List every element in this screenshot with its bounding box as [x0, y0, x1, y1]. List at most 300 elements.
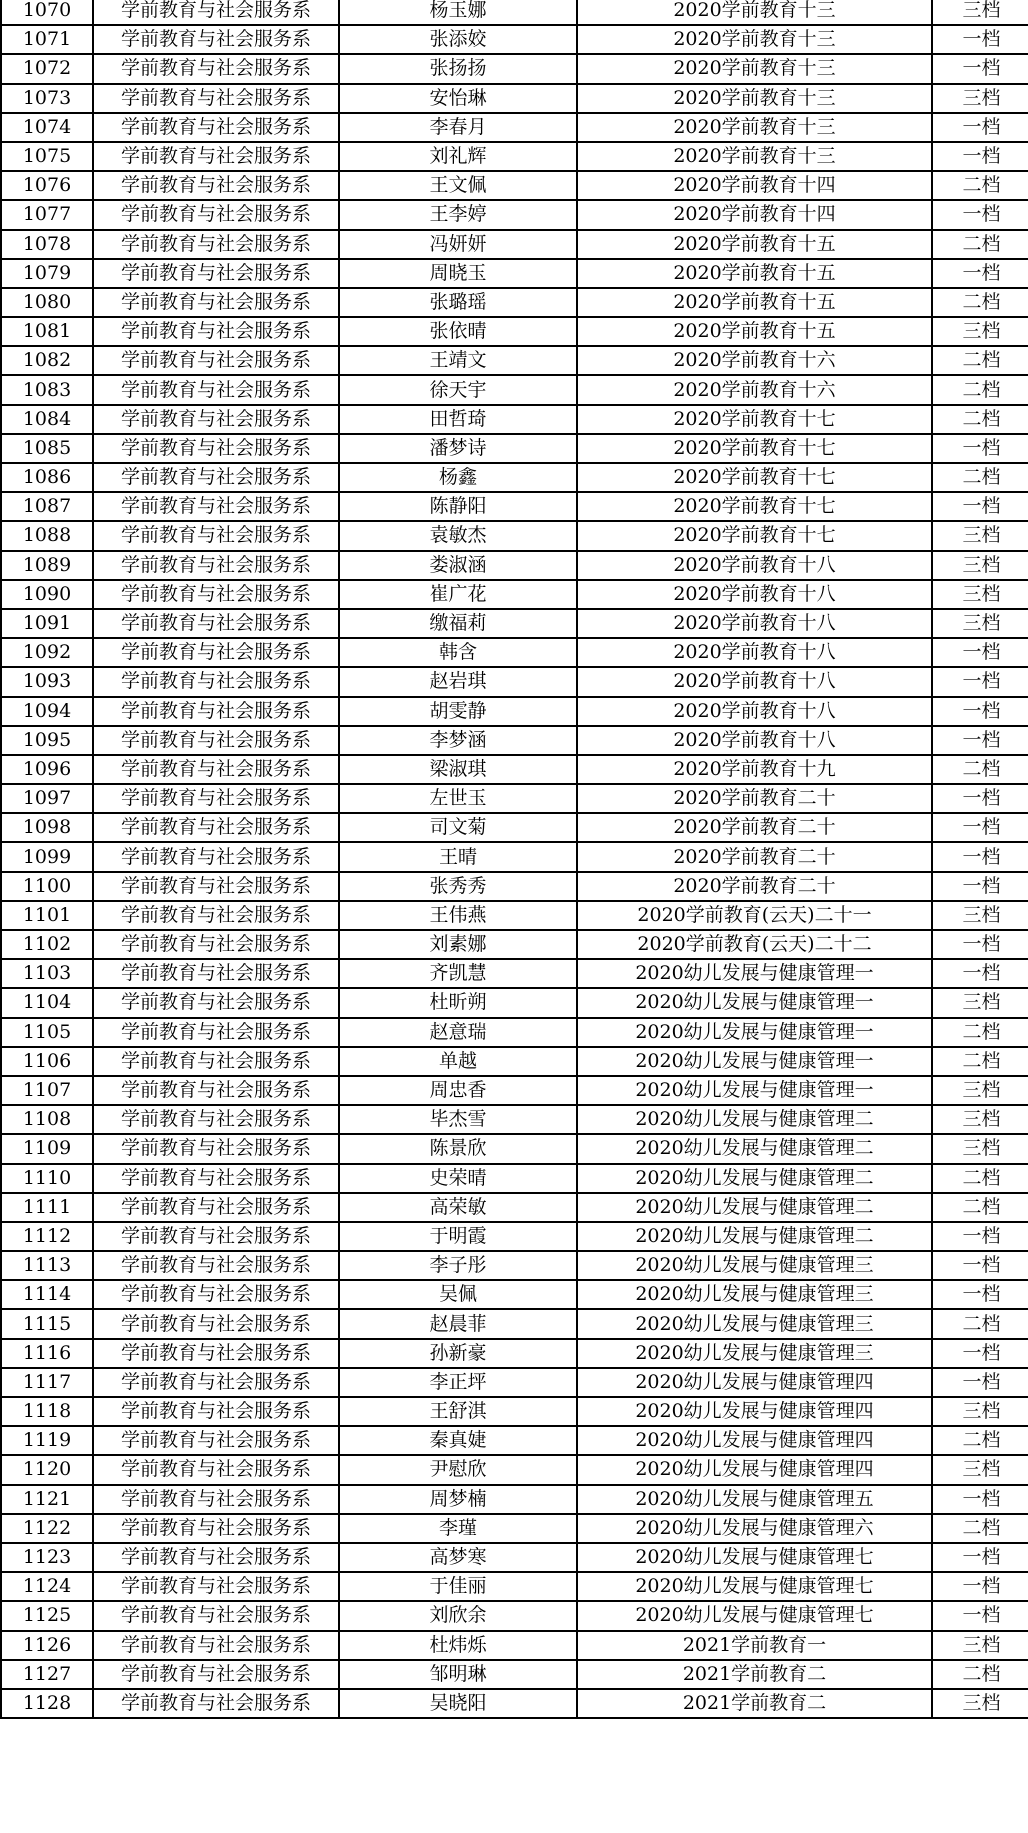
cell-grade: 一档 [932, 142, 1028, 171]
cell-grade: 一档 [932, 638, 1028, 667]
cell-number: 1099 [1, 842, 93, 871]
cell-grade: 一档 [932, 434, 1028, 463]
cell-department: 学前教育与社会服务系 [93, 1309, 339, 1338]
cell-grade: 二档 [932, 288, 1028, 317]
table-row [1, 1076, 1028, 1105]
cell-department: 学前教育与社会服务系 [93, 638, 339, 667]
cell-grade: 一档 [932, 1485, 1028, 1514]
cell-number: 1070 [1, 0, 93, 25]
cell-name: 王李婷 [339, 200, 577, 229]
table-row [1, 1601, 1028, 1630]
cell-name: 李梦涵 [339, 726, 577, 755]
table-row [1, 1339, 1028, 1368]
cell-grade: 二档 [932, 346, 1028, 375]
cell-department: 学前教育与社会服务系 [93, 434, 339, 463]
cell-grade: 二档 [932, 1514, 1028, 1543]
cell-department: 学前教育与社会服务系 [93, 580, 339, 609]
table-row [1, 813, 1028, 842]
cell-grade: 三档 [932, 1134, 1028, 1163]
cell-class: 2020学前教育十五 [577, 259, 932, 288]
cell-name: 胡雯静 [339, 697, 577, 726]
cell-department: 学前教育与社会服务系 [93, 171, 339, 200]
cell-name: 张依晴 [339, 317, 577, 346]
cell-name: 梁淑琪 [339, 755, 577, 784]
table-row [1, 288, 1028, 317]
cell-name: 李正坪 [339, 1368, 577, 1397]
cell-class: 2020学前教育二十 [577, 813, 932, 842]
cell-name: 赵意瑞 [339, 1018, 577, 1047]
cell-grade: 一档 [932, 25, 1028, 54]
table-row [1, 434, 1028, 463]
cell-department: 学前教育与社会服务系 [93, 1426, 339, 1455]
table-row [1, 1631, 1028, 1660]
table-row [1, 1455, 1028, 1484]
cell-name: 杨玉娜 [339, 0, 577, 25]
cell-name: 史荣晴 [339, 1164, 577, 1193]
table-row [1, 1397, 1028, 1426]
cell-department: 学前教育与社会服务系 [93, 1543, 339, 1572]
cell-number: 1121 [1, 1485, 93, 1514]
cell-department: 学前教育与社会服务系 [93, 609, 339, 638]
cell-department: 学前教育与社会服务系 [93, 667, 339, 696]
table-row [1, 54, 1028, 83]
cell-grade: 二档 [932, 1309, 1028, 1338]
cell-number: 1123 [1, 1543, 93, 1572]
cell-class: 2021学前教育二 [577, 1660, 932, 1689]
cell-name: 杜炜烁 [339, 1631, 577, 1660]
table-row [1, 492, 1028, 521]
cell-number: 1092 [1, 638, 93, 667]
cell-class: 2020幼儿发展与健康管理二 [577, 1193, 932, 1222]
cell-grade: 一档 [932, 726, 1028, 755]
cell-name: 王伟燕 [339, 901, 577, 930]
cell-number: 1077 [1, 200, 93, 229]
cell-name: 缴福莉 [339, 609, 577, 638]
cell-class: 2020学前教育(云天)二十二 [577, 930, 932, 959]
cell-number: 1107 [1, 1076, 93, 1105]
table-row [1, 259, 1028, 288]
cell-number: 1098 [1, 813, 93, 842]
cell-number: 1082 [1, 346, 93, 375]
cell-grade: 三档 [932, 1455, 1028, 1484]
cell-number: 1111 [1, 1193, 93, 1222]
cell-grade: 二档 [932, 375, 1028, 404]
table-row [1, 142, 1028, 171]
table-row [1, 1660, 1028, 1689]
cell-department: 学前教育与社会服务系 [93, 1572, 339, 1601]
cell-name: 周梦楠 [339, 1485, 577, 1514]
cell-name: 张扬扬 [339, 54, 577, 83]
cell-number: 1119 [1, 1426, 93, 1455]
table-row [1, 988, 1028, 1017]
cell-class: 2020幼儿发展与健康管理七 [577, 1543, 932, 1572]
cell-number: 1086 [1, 463, 93, 492]
table-row [1, 113, 1028, 142]
cell-grade: 一档 [932, 1601, 1028, 1630]
table-row [1, 84, 1028, 113]
table-row [1, 726, 1028, 755]
cell-name: 周忠香 [339, 1076, 577, 1105]
cell-class: 2020学前教育十五 [577, 230, 932, 259]
cell-class: 2020学前教育十三 [577, 142, 932, 171]
table-row [1, 521, 1028, 550]
cell-grade: 三档 [932, 84, 1028, 113]
cell-number: 1124 [1, 1572, 93, 1601]
cell-grade: 一档 [932, 959, 1028, 988]
cell-number: 1075 [1, 142, 93, 171]
table-row [1, 346, 1028, 375]
cell-grade: 二档 [932, 1018, 1028, 1047]
cell-grade: 三档 [932, 0, 1028, 25]
cell-department: 学前教育与社会服务系 [93, 1485, 339, 1514]
cell-department: 学前教育与社会服务系 [93, 1193, 339, 1222]
cell-class: 2020学前教育十五 [577, 288, 932, 317]
cell-department: 学前教育与社会服务系 [93, 1105, 339, 1134]
cell-class: 2020学前教育十八 [577, 609, 932, 638]
cell-class: 2020学前教育十七 [577, 521, 932, 550]
cell-name: 秦真婕 [339, 1426, 577, 1455]
cell-name: 杨鑫 [339, 463, 577, 492]
cell-number: 1074 [1, 113, 93, 142]
cell-class: 2020学前教育十八 [577, 580, 932, 609]
cell-grade: 一档 [932, 930, 1028, 959]
cell-name: 吴佩 [339, 1280, 577, 1309]
cell-grade: 三档 [932, 1689, 1028, 1718]
cell-name: 潘梦诗 [339, 434, 577, 463]
cell-department: 学前教育与社会服务系 [93, 1280, 339, 1309]
cell-department: 学前教育与社会服务系 [93, 1601, 339, 1630]
cell-name: 田哲琦 [339, 405, 577, 434]
cell-name: 高荣敏 [339, 1193, 577, 1222]
cell-department: 学前教育与社会服务系 [93, 988, 339, 1017]
cell-grade: 三档 [932, 317, 1028, 346]
cell-class: 2020幼儿发展与健康管理五 [577, 1485, 932, 1514]
table-row [1, 609, 1028, 638]
table-row [1, 697, 1028, 726]
table-row [1, 171, 1028, 200]
cell-department: 学前教育与社会服务系 [93, 551, 339, 580]
cell-number: 1112 [1, 1222, 93, 1251]
cell-class: 2020幼儿发展与健康管理三 [577, 1280, 932, 1309]
cell-class: 2020幼儿发展与健康管理七 [577, 1601, 932, 1630]
cell-class: 2020幼儿发展与健康管理一 [577, 1018, 932, 1047]
cell-name: 毕杰雪 [339, 1105, 577, 1134]
table-row [1, 842, 1028, 871]
table-row [1, 1485, 1028, 1514]
cell-class: 2020幼儿发展与健康管理一 [577, 1047, 932, 1076]
cell-class: 2021学前教育一 [577, 1631, 932, 1660]
cell-department: 学前教育与社会服务系 [93, 0, 339, 25]
cell-grade: 一档 [932, 1339, 1028, 1368]
cell-class: 2020幼儿发展与健康管理四 [577, 1368, 932, 1397]
cell-class: 2020学前教育十八 [577, 551, 932, 580]
cell-grade: 三档 [932, 580, 1028, 609]
cell-department: 学前教育与社会服务系 [93, 726, 339, 755]
cell-class: 2020幼儿发展与健康管理四 [577, 1455, 932, 1484]
table-row [1, 755, 1028, 784]
cell-name: 袁敏杰 [339, 521, 577, 550]
cell-name: 王舒淇 [339, 1397, 577, 1426]
cell-number: 1087 [1, 492, 93, 521]
cell-name: 张秀秀 [339, 872, 577, 901]
cell-class: 2020幼儿发展与健康管理四 [577, 1397, 932, 1426]
cell-department: 学前教育与社会服务系 [93, 872, 339, 901]
cell-class: 2021学前教育二 [577, 1689, 932, 1718]
table-row [1, 463, 1028, 492]
cell-department: 学前教育与社会服务系 [93, 930, 339, 959]
cell-class: 2020学前教育十三 [577, 54, 932, 83]
cell-name: 周晓玉 [339, 259, 577, 288]
cell-number: 1089 [1, 551, 93, 580]
cell-grade: 一档 [932, 259, 1028, 288]
cell-class: 2020学前教育十九 [577, 755, 932, 784]
cell-class: 2020学前教育十六 [577, 375, 932, 404]
cell-name: 尹慰欣 [339, 1455, 577, 1484]
cell-department: 学前教育与社会服务系 [93, 230, 339, 259]
cell-class: 2020学前教育十七 [577, 405, 932, 434]
cell-grade: 二档 [932, 755, 1028, 784]
table-row [1, 375, 1028, 404]
table-row [1, 959, 1028, 988]
cell-department: 学前教育与社会服务系 [93, 1660, 339, 1689]
cell-department: 学前教育与社会服务系 [93, 1514, 339, 1543]
cell-number: 1078 [1, 230, 93, 259]
cell-name: 冯妍妍 [339, 230, 577, 259]
cell-number: 1125 [1, 1601, 93, 1630]
cell-grade: 二档 [932, 1193, 1028, 1222]
cell-grade: 一档 [932, 54, 1028, 83]
cell-name: 刘素娜 [339, 930, 577, 959]
table-row [1, 1164, 1028, 1193]
cell-class: 2020幼儿发展与健康管理六 [577, 1514, 932, 1543]
table-row [1, 1514, 1028, 1543]
cell-class: 2020幼儿发展与健康管理三 [577, 1339, 932, 1368]
cell-department: 学前教育与社会服务系 [93, 842, 339, 871]
table-row [1, 1572, 1028, 1601]
cell-number: 1113 [1, 1251, 93, 1280]
cell-department: 学前教育与社会服务系 [93, 84, 339, 113]
cell-department: 学前教育与社会服务系 [93, 813, 339, 842]
cell-department: 学前教育与社会服务系 [93, 113, 339, 142]
cell-number: 1076 [1, 171, 93, 200]
cell-number: 1104 [1, 988, 93, 1017]
cell-grade: 二档 [932, 1426, 1028, 1455]
cell-department: 学前教育与社会服务系 [93, 1018, 339, 1047]
cell-class: 2020幼儿发展与健康管理三 [577, 1309, 932, 1338]
cell-grade: 三档 [932, 1397, 1028, 1426]
cell-number: 1127 [1, 1660, 93, 1689]
cell-department: 学前教育与社会服务系 [93, 521, 339, 550]
cell-number: 1094 [1, 697, 93, 726]
cell-department: 学前教育与社会服务系 [93, 1251, 339, 1280]
table-row [1, 930, 1028, 959]
cell-grade: 二档 [932, 1047, 1028, 1076]
cell-class: 2020学前教育十七 [577, 492, 932, 521]
cell-class: 2020学前教育十七 [577, 434, 932, 463]
cell-number: 1105 [1, 1018, 93, 1047]
table-row [1, 1018, 1028, 1047]
cell-grade: 二档 [932, 463, 1028, 492]
cell-class: 2020学前教育二十 [577, 784, 932, 813]
cell-name: 单越 [339, 1047, 577, 1076]
table-row [1, 405, 1028, 434]
table-row [1, 784, 1028, 813]
cell-grade: 三档 [932, 988, 1028, 1017]
cell-department: 学前教育与社会服务系 [93, 1631, 339, 1660]
table-row [1, 0, 1028, 25]
cell-department: 学前教育与社会服务系 [93, 200, 339, 229]
cell-grade: 三档 [932, 1076, 1028, 1105]
cell-grade: 一档 [932, 1222, 1028, 1251]
cell-number: 1102 [1, 930, 93, 959]
cell-number: 1108 [1, 1105, 93, 1134]
cell-grade: 一档 [932, 667, 1028, 696]
cell-class: 2020学前教育十三 [577, 0, 932, 25]
cell-name: 高梦寒 [339, 1543, 577, 1572]
table-body [1, 0, 1028, 1718]
cell-number: 1073 [1, 84, 93, 113]
cell-number: 1071 [1, 25, 93, 54]
cell-number: 1072 [1, 54, 93, 83]
cell-number: 1117 [1, 1368, 93, 1397]
cell-department: 学前教育与社会服务系 [93, 463, 339, 492]
cell-department: 学前教育与社会服务系 [93, 142, 339, 171]
cell-name: 于佳丽 [339, 1572, 577, 1601]
cell-number: 1084 [1, 405, 93, 434]
cell-grade: 一档 [932, 1543, 1028, 1572]
cell-name: 娄淑涵 [339, 551, 577, 580]
table-row [1, 1280, 1028, 1309]
cell-class: 2020学前教育十八 [577, 697, 932, 726]
cell-name: 崔广花 [339, 580, 577, 609]
cell-number: 1096 [1, 755, 93, 784]
cell-class: 2020幼儿发展与健康管理二 [577, 1222, 932, 1251]
cell-grade: 二档 [932, 1164, 1028, 1193]
cell-number: 1081 [1, 317, 93, 346]
cell-number: 1122 [1, 1514, 93, 1543]
cell-number: 1128 [1, 1689, 93, 1718]
cell-number: 1114 [1, 1280, 93, 1309]
cell-department: 学前教育与社会服务系 [93, 1689, 339, 1718]
cell-number: 1079 [1, 259, 93, 288]
cell-grade: 三档 [932, 521, 1028, 550]
cell-department: 学前教育与社会服务系 [93, 755, 339, 784]
cell-department: 学前教育与社会服务系 [93, 1368, 339, 1397]
cell-department: 学前教育与社会服务系 [93, 697, 339, 726]
cell-department: 学前教育与社会服务系 [93, 259, 339, 288]
table-row [1, 901, 1028, 930]
table-row [1, 1222, 1028, 1251]
table-row [1, 200, 1028, 229]
cell-number: 1116 [1, 1339, 93, 1368]
cell-name: 刘礼辉 [339, 142, 577, 171]
cell-department: 学前教育与社会服务系 [93, 784, 339, 813]
cell-name: 王靖文 [339, 346, 577, 375]
cell-department: 学前教育与社会服务系 [93, 1076, 339, 1105]
cell-grade: 一档 [932, 1572, 1028, 1601]
cell-class: 2020学前教育十八 [577, 726, 932, 755]
cell-class: 2020学前教育二十 [577, 872, 932, 901]
cell-name: 吴晓阳 [339, 1689, 577, 1718]
cell-class: 2020学前教育十五 [577, 317, 932, 346]
table-row [1, 25, 1028, 54]
cell-number: 1091 [1, 609, 93, 638]
cell-class: 2020幼儿发展与健康管理二 [577, 1105, 932, 1134]
cell-class: 2020幼儿发展与健康管理四 [577, 1426, 932, 1455]
cell-class: 2020学前教育十四 [577, 200, 932, 229]
cell-department: 学前教育与社会服务系 [93, 1047, 339, 1076]
cell-class: 2020幼儿发展与健康管理三 [577, 1251, 932, 1280]
cell-grade: 三档 [932, 1631, 1028, 1660]
cell-grade: 一档 [932, 200, 1028, 229]
cell-department: 学前教育与社会服务系 [93, 1455, 339, 1484]
cell-grade: 三档 [932, 551, 1028, 580]
cell-department: 学前教育与社会服务系 [93, 1397, 339, 1426]
cell-name: 李子彤 [339, 1251, 577, 1280]
cell-department: 学前教育与社会服务系 [93, 288, 339, 317]
cell-class: 2020幼儿发展与健康管理一 [577, 1076, 932, 1105]
table-row [1, 551, 1028, 580]
cell-class: 2020学前教育二十 [577, 842, 932, 871]
cell-class: 2020学前教育(云天)二十一 [577, 901, 932, 930]
table-row [1, 230, 1028, 259]
cell-grade: 二档 [932, 171, 1028, 200]
cell-name: 赵岩琪 [339, 667, 577, 696]
cell-class: 2020幼儿发展与健康管理二 [577, 1164, 932, 1193]
cell-name: 王晴 [339, 842, 577, 871]
cell-number: 1109 [1, 1134, 93, 1163]
cell-name: 张添姣 [339, 25, 577, 54]
cell-department: 学前教育与社会服务系 [93, 405, 339, 434]
cell-class: 2020幼儿发展与健康管理一 [577, 959, 932, 988]
cell-number: 1126 [1, 1631, 93, 1660]
cell-class: 2020幼儿发展与健康管理一 [577, 988, 932, 1017]
cell-name: 于明霞 [339, 1222, 577, 1251]
table-row [1, 638, 1028, 667]
cell-class: 2020学前教育十三 [577, 113, 932, 142]
cell-department: 学前教育与社会服务系 [93, 1339, 339, 1368]
cell-name: 陈景欣 [339, 1134, 577, 1163]
cell-name: 刘欣余 [339, 1601, 577, 1630]
cell-grade: 二档 [932, 1660, 1028, 1689]
cell-grade: 二档 [932, 405, 1028, 434]
cell-number: 1090 [1, 580, 93, 609]
cell-number: 1115 [1, 1309, 93, 1338]
cell-department: 学前教育与社会服务系 [93, 492, 339, 521]
table-row [1, 1193, 1028, 1222]
cell-number: 1100 [1, 872, 93, 901]
cell-number: 1085 [1, 434, 93, 463]
cell-grade: 三档 [932, 1105, 1028, 1134]
table-row [1, 1426, 1028, 1455]
table-row [1, 1368, 1028, 1397]
cell-number: 1103 [1, 959, 93, 988]
cell-grade: 一档 [932, 872, 1028, 901]
cell-number: 1106 [1, 1047, 93, 1076]
cell-grade: 一档 [932, 813, 1028, 842]
cell-grade: 一档 [932, 784, 1028, 813]
table-row [1, 1251, 1028, 1280]
cell-name: 司文菊 [339, 813, 577, 842]
cell-number: 1095 [1, 726, 93, 755]
cell-department: 学前教育与社会服务系 [93, 317, 339, 346]
cell-number: 1120 [1, 1455, 93, 1484]
cell-department: 学前教育与社会服务系 [93, 959, 339, 988]
cell-department: 学前教育与社会服务系 [93, 1134, 339, 1163]
cell-grade: 一档 [932, 492, 1028, 521]
cell-number: 1083 [1, 375, 93, 404]
cell-department: 学前教育与社会服务系 [93, 25, 339, 54]
